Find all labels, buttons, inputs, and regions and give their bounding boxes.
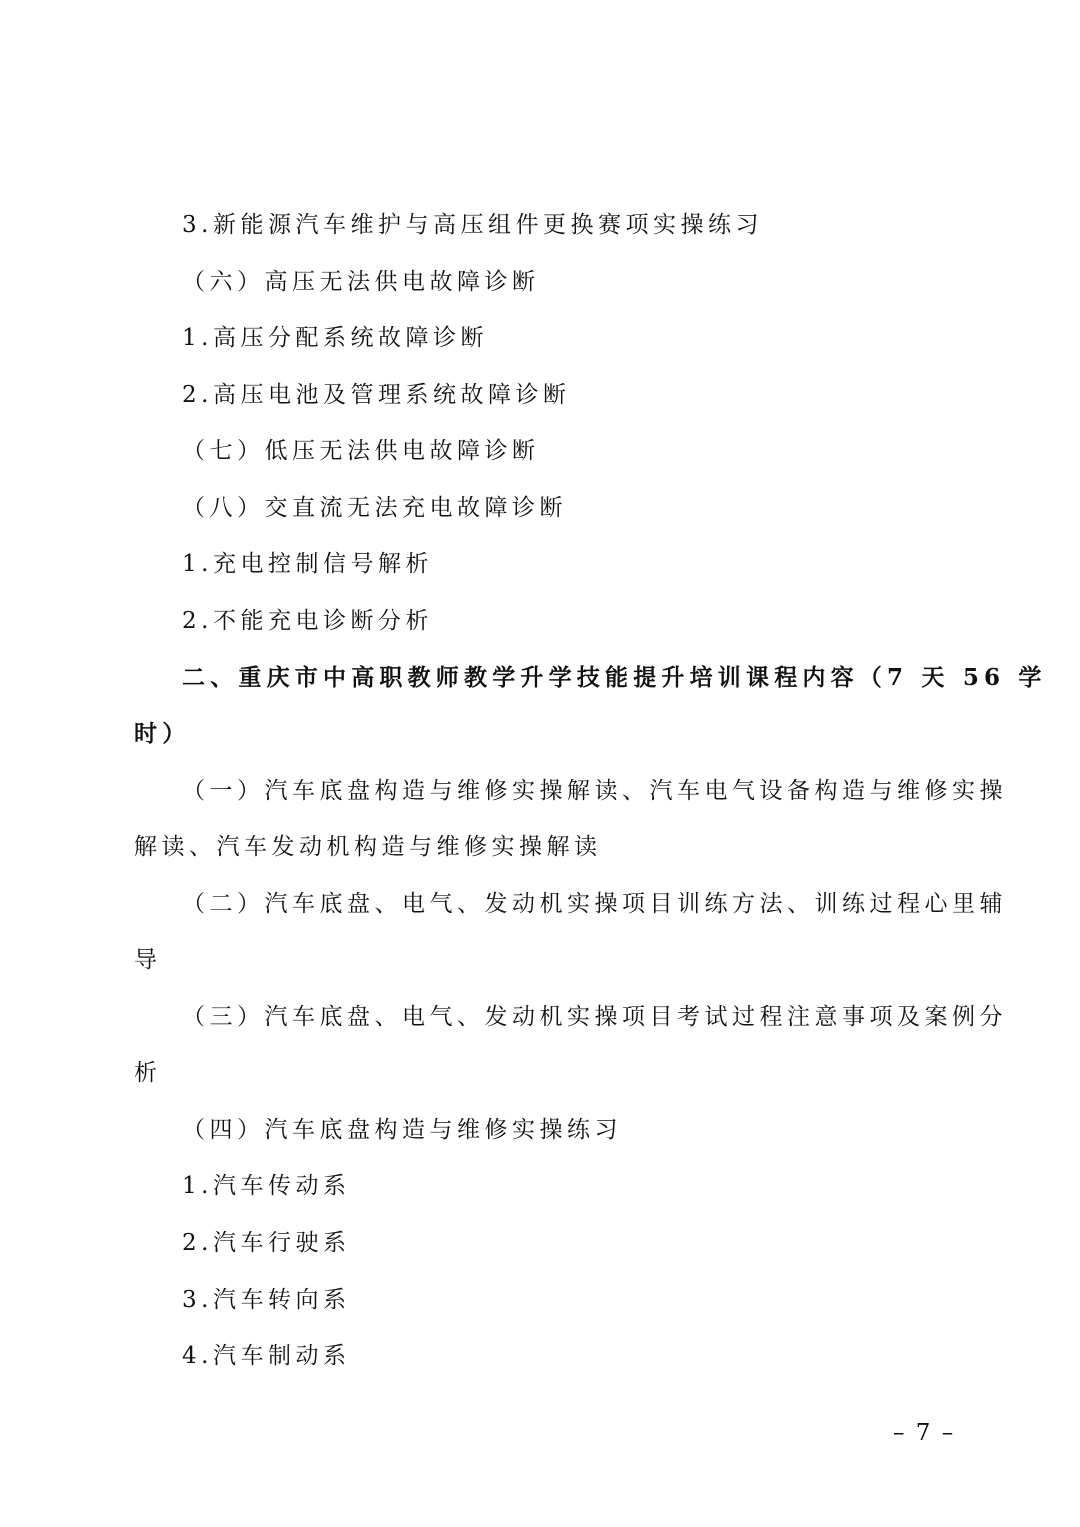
text-line-12: 解读、汽车发动机构造与维修实操解读 xyxy=(134,834,602,860)
text-line-7: 1.充电控制信号解析 xyxy=(182,551,433,577)
section-heading-2: 二、重庆市中高职教师教学升学技能提升培训课程内容（7 天 56 学 xyxy=(182,664,1047,691)
text-line-17: （四）汽车底盘构造与维修实操练习 xyxy=(182,1117,622,1143)
text-line-8: 2.不能充电诊断分析 xyxy=(182,608,433,634)
text-line-5: （七）低压无法供电故障诊断 xyxy=(182,438,540,464)
text-line-2: （六）高压无法供电故障诊断 xyxy=(182,269,540,295)
text-line-18: 1.汽车传动系 xyxy=(182,1173,351,1199)
section-heading-2-continued: 时） xyxy=(134,720,191,747)
text-line-6: （八）交直流无法充电故障诊断 xyxy=(182,495,567,521)
text-line-4: 2.高压电池及管理系统故障诊断 xyxy=(182,382,571,408)
text-line-21: 4.汽车制动系 xyxy=(182,1343,351,1369)
text-line-13: （二）汽车底盘、电气、发动机实操项目训练方法、训练过程心里辅 xyxy=(182,891,1007,917)
text-line-3: 1.高压分配系统故障诊断 xyxy=(182,325,488,351)
text-line-11: （一）汽车底盘构造与维修实操解读、汽车电气设备构造与维修实操 xyxy=(182,778,1007,804)
text-line-20: 3.汽车转向系 xyxy=(182,1287,351,1313)
page-number: – 7 – xyxy=(893,1420,956,1446)
text-line-14: 导 xyxy=(134,947,162,973)
text-line-1: 3.新能源汽车维护与高压组件更换赛项实操练习 xyxy=(182,212,763,238)
text-line-15: （三）汽车底盘、电气、发动机实操项目考试过程注意事项及案例分 xyxy=(182,1004,1007,1030)
text-line-19: 2.汽车行驶系 xyxy=(182,1230,351,1256)
text-line-16: 析 xyxy=(134,1060,162,1086)
